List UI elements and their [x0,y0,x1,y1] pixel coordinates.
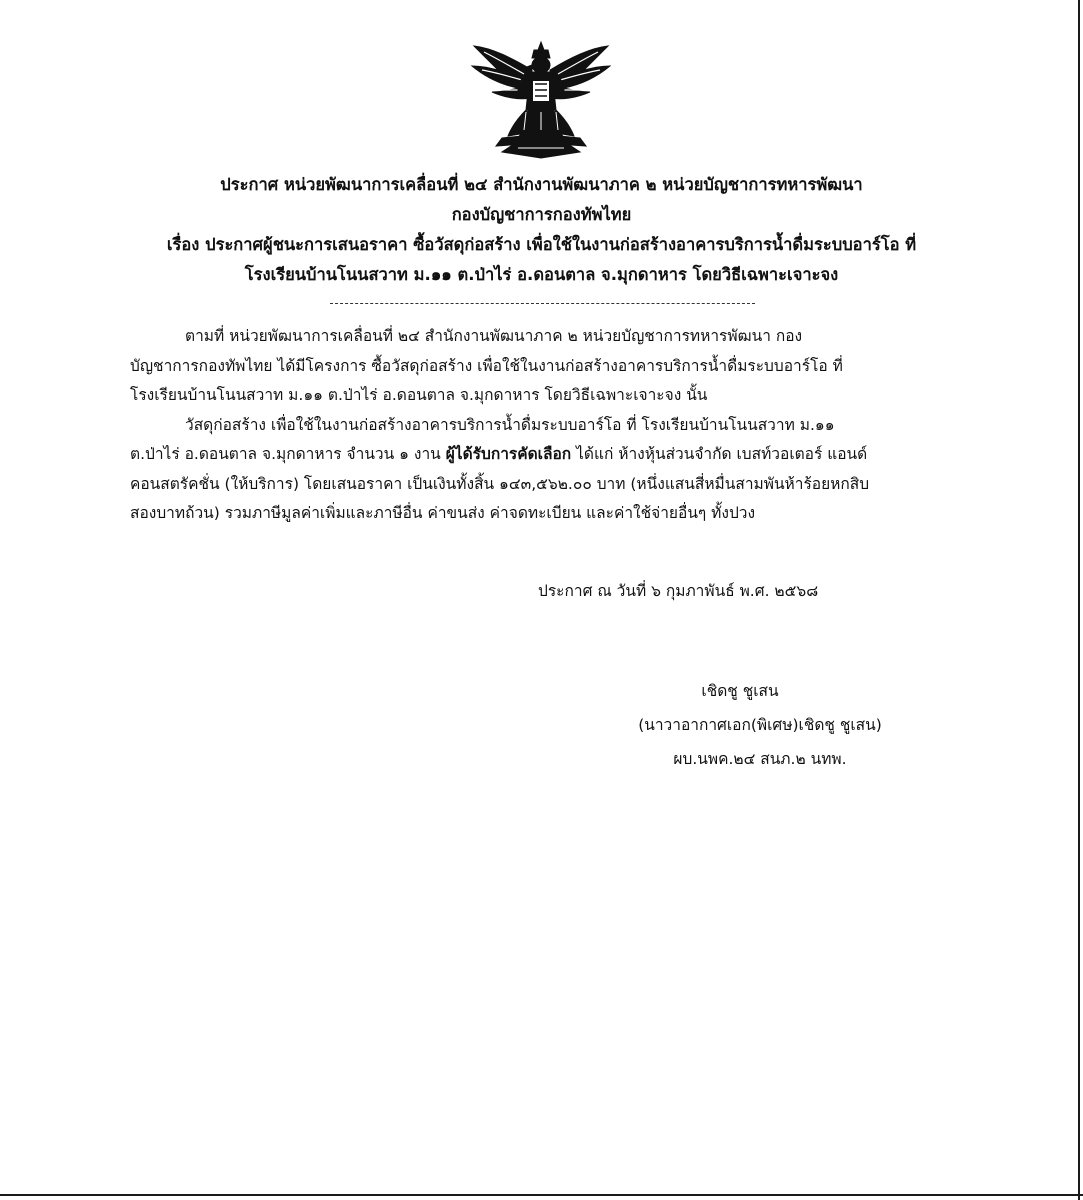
title-divider [330,303,755,304]
announcement-body [130,322,950,529]
body-p2-line2 [130,440,950,470]
announcement-title [60,170,1023,290]
body-p2-line2-a: ต.ป่าไร่ อ.ดอนตาล จ.มุกดาหาร จำนวน ๑ งาน [130,445,446,463]
scan-edge-bottom [0,1194,1083,1196]
body-p1-line2: บัญชาการกองทัพไทย ได้มีโครงการ ซื้อวัสดุก่อสร้าง เพื่อใช้ในงานก่อสร้างอาคารบริการน้ำดื่มระบบอาร์โอ ที่ [130,356,843,375]
title-line-command: กองบัญชาการกองทัพไทย [451,205,632,224]
selected-label: ผู้ได้รับการคัดเลือก [445,445,572,463]
title-line-subject: เรื่อง ประกาศผู้ชนะการเสนอราคา ซื้อวัสดุก่อสร้าง เพื่อใช้ในงานก่อสร้างอาคารบริการน้ำดื่มระบบอาร์โอ ที่ [166,235,917,254]
body-p1-line1-text: ตามที่ หน่วยพัฒนาการเคลื่อนที่ ๒๔ สำนักงานพัฒนาภาค ๒ หน่วยบัญชาการทหารพัฒนา กอง [185,327,803,345]
announcement-date: ประกาศ ณ วันที่ ๖ กุมภาพันธ์ พ.ศ. ๒๕๖๘ [538,582,819,600]
body-p2-line4: สองบาทถ้วน) รวมภาษีมูลค่าเพิ่มและภาษีอื่น ค่าขนส่ง ค่าจดทะเบียน และค่าใช้จ่ายอื่นๆ ทั้งปวง [130,504,756,522]
scan-edge-right [1078,0,1080,1200]
signer-full-name: (นาวาอากาศเอก(พิเศษ)เชิดชู ชูเสน) [638,716,882,734]
signer-position: ผบ.นพค.๒๔ สนภ.๒ นทพ. [673,750,847,768]
title-line-location: โรงเรียนบ้านโนนสวาท ม.๑๑ ต.ป่าไร่ อ.ดอนตาล จ.มุกดาหาร โดยวิธีเฉพาะเจาะจง [244,265,839,284]
title-line-issuer: ประกาศ หน่วยพัฒนาการเคลื่อนที่ ๒๔ สำนักงานพัฒนาภาค ๒ หน่วยบัญชาการทหารพัฒนา [220,175,863,194]
signature-name: เชิดชู ชูเสน [701,682,779,700]
body-p2-line1: วัสดุก่อสร้าง เพื่อใช้ในงานก่อสร้างอาคารบริการน้ำดื่มระบบอาร์โอ ที่ โรงเรียนบ้านโนนสวาท ม.๑๑ [185,415,835,434]
body-p2-line3: คอนสตรัคชั่น (ให้บริการ) โดยเสนอราคา เป็นเงินทั้งสิ้น ๑๔๓,๕๖๒.๐๐ บาท (หนึ่งแสนสี่หมื่นสามพันห้าร้อยหกสิบ [130,474,870,493]
body-p2-line2-b: ได้แก่ ห้างหุ้นส่วนจำกัด เบสท์วอเตอร์ แอนด์ [571,445,868,463]
garuda-emblem-icon [462,40,620,160]
signature-block [560,674,960,776]
body-p1-line3: โรงเรียนบ้านโนนสวาท ม.๑๑ ต.ป่าไร่ อ.ดอนตาล จ.มุกดาหาร โดยวิธีเฉพาะเจาะจง นั้น [130,386,708,404]
body-p1-line1 [130,322,950,352]
